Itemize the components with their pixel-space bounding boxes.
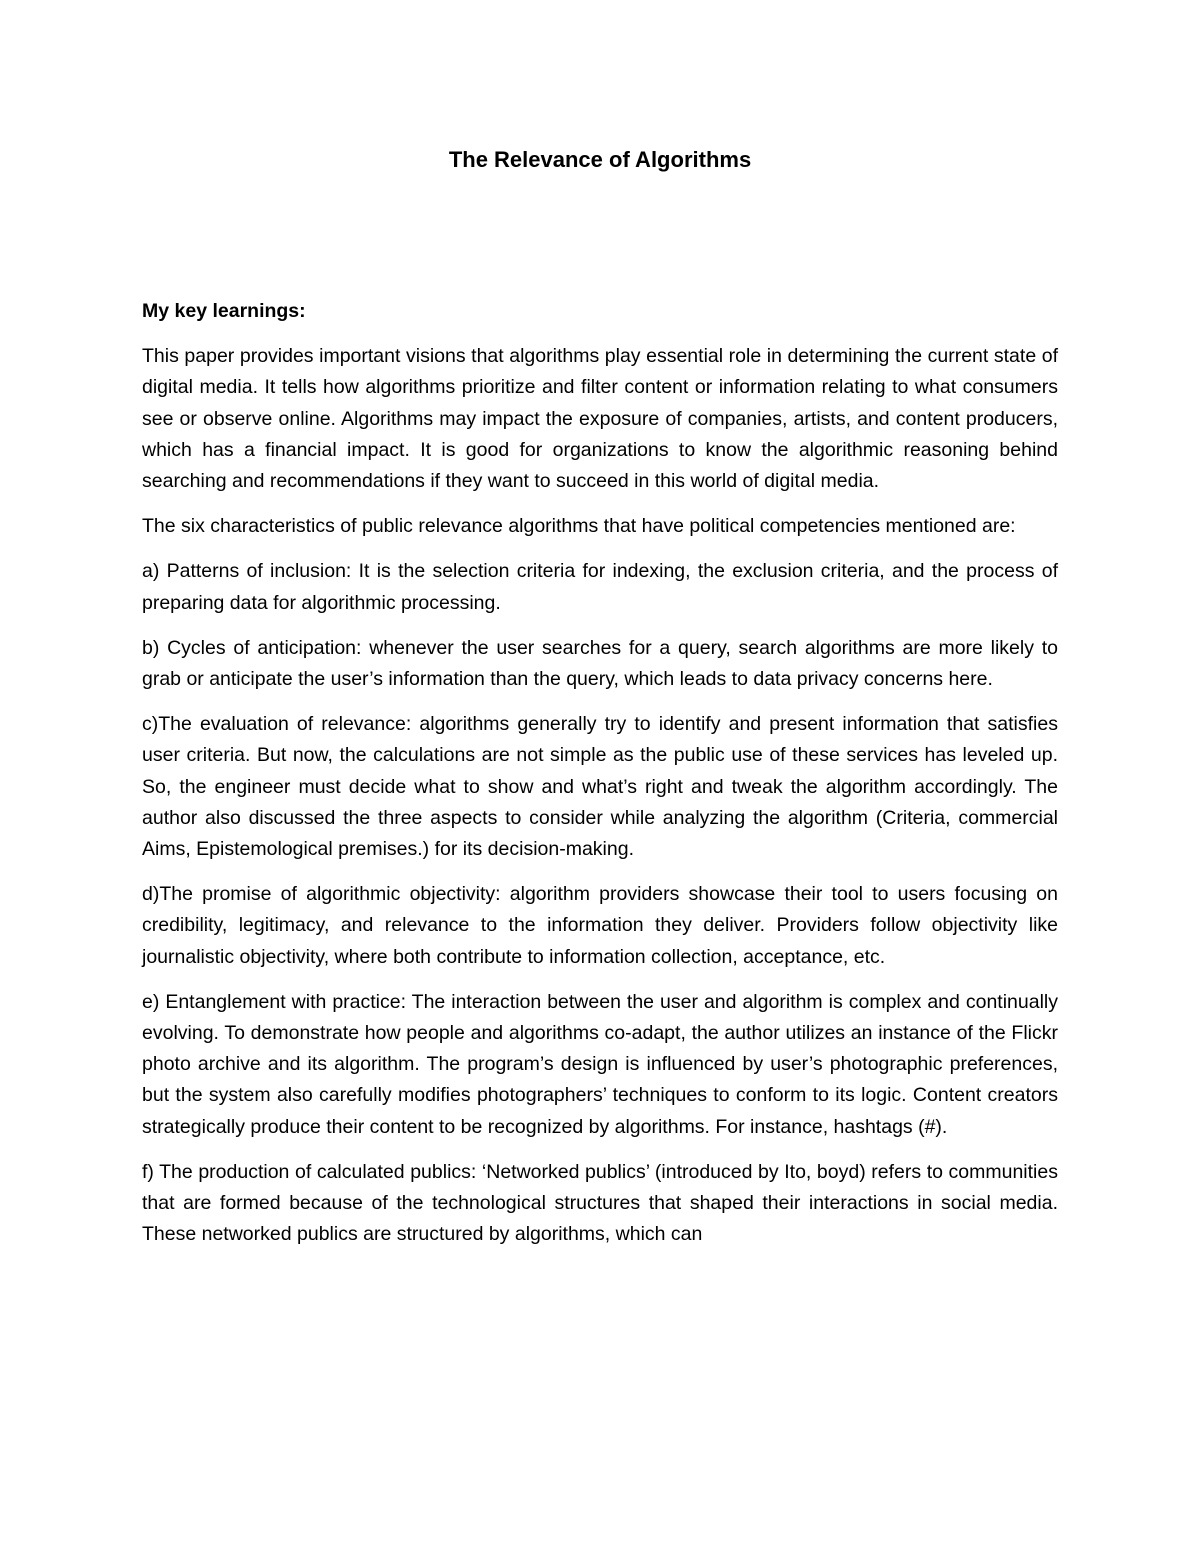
paragraph-item-c: c)The evaluation of relevance: algorithms generally try to identify and present information that satisfies user criteria. But now, the calculations are not simple as the public use of these services has leveled up. So, the engineer must decide what to show and what’s right and tweak the algorithm accordingly. The author also discussed the three aspects to consider while analyzing the algorithm (Criteria, commercial Aims, Epistemological premises.) for its decision-making. — [142, 713, 1058, 861]
paragraph-item-e: e) Entanglement with practice: The interaction between the user and algorithm is complex and continually evolving. To demonstrate how people and algorithms co-adapt, the author utilizes an instance of the Flickr photo archive and its algorithm. The program’s design is influenced by user’s photographic preferences, but the system also carefully modifies photographers’ techniques to conform to its logic. Content creators strategically produce their content to be recognized by algorithms. For instance, hashtags (#). — [142, 990, 1058, 1138]
paragraph-item-b: b) Cycles of anticipation: whenever the user searches for a query, search algorithms are more likely to grab or anticipate the user’s information than the query, which leads to data privacy concerns here. — [142, 636, 1058, 691]
paragraph-item-a: a) Patterns of inclusion: It is the selection criteria for indexing, the exclusion criteria, and the process of preparing data for algorithmic processing. — [142, 560, 1058, 614]
paragraph-intro: This paper provides important visions that algorithms play essential role in determining the current state of digital media. It tells how algorithms prioritize and filter content or information relating to what consumers see or observe online. Algorithms may impact the exposure of companies, artists, and content producers, which has a financial impact. It is good for organizations to know the algorithmic reasoning behind searching and recommendations if they want to succeed in this world of digital media. — [142, 345, 1058, 493]
document-body — [142, 296, 1058, 1264]
paragraph-item-f: f) The production of calculated publics: ‘Networked publics’ (introduced by Ito, boyd) refers to communities that are formed because of the technological structures that shaped their interactions in social media. These networked publics are structured by algorithms, which can — [142, 1160, 1058, 1246]
paragraph-characteristics-lead: The six characteristics of public relevance algorithms that have political competencies mentioned are: — [142, 515, 1016, 538]
document-title: The Relevance of Algorithms — [448, 147, 752, 172]
paragraph-item-d: d)The promise of algorithmic objectivity: algorithm providers showcase their tool to users focusing on credibility, legitimacy, and relevance to the information they deliver. Providers follow objectivity like journalistic objectivity, where both contribute to information collection, acceptance, etc. — [142, 883, 1058, 968]
section-heading: My key learnings: — [142, 300, 306, 322]
